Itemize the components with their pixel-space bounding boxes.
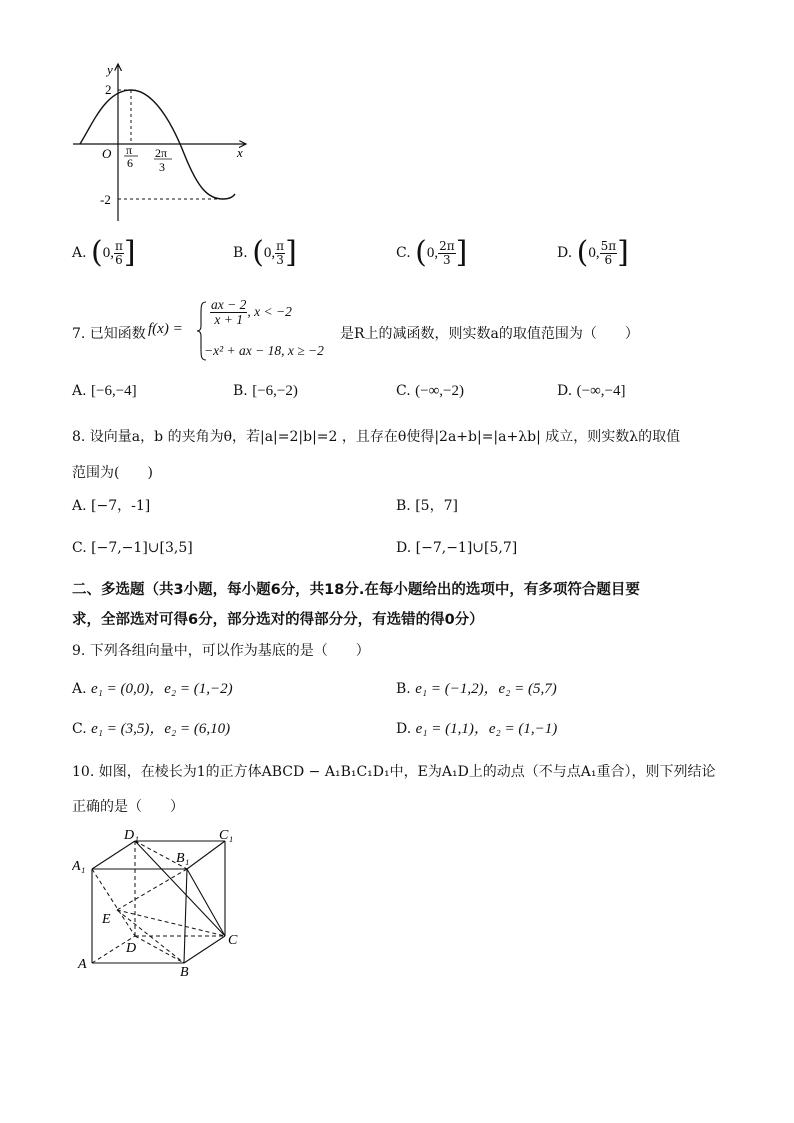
- q8-line1: 8. 设向量a，b 的夹角为θ，若|a|=2|b|=2 ，且存在θ使得|2a+b|=|a+λb| 成立，则实数λ的取值: [72, 429, 681, 445]
- option-left: 0,: [102, 245, 114, 261]
- option-letter: B.: [396, 498, 411, 514]
- label-D: D: [126, 941, 137, 956]
- option-value: [−7，-1]: [91, 498, 151, 514]
- option-value: e₁ = (−1,2)，e₂ = (5,7): [415, 681, 557, 697]
- option-value: (−∞,−2): [415, 383, 464, 399]
- case1-num: ax − 2: [211, 297, 247, 312]
- x-tick2-num: 2π: [155, 146, 168, 160]
- label-C1: C₁: [219, 828, 234, 843]
- q6-option-c[interactable]: C. (0, $\frac{2\pi}{3}$ ]: [396, 235, 468, 270]
- label-B: B: [180, 965, 189, 980]
- label-C: C: [228, 933, 238, 948]
- option-left: 0,: [263, 245, 276, 261]
- x-tick1-num: π: [126, 143, 133, 157]
- q6-option-a[interactable]: A. (0, $\frac{\pi}{6}$ ]: [72, 235, 136, 270]
- frac-den: 6: [604, 252, 613, 267]
- q9-option-a[interactable]: [72, 677, 233, 698]
- y-max-label: 2: [105, 82, 112, 97]
- label-D1: D₁: [124, 828, 139, 843]
- frac-den: 3: [443, 252, 451, 267]
- frac-den: 3: [276, 252, 284, 267]
- option-letter: B.: [233, 245, 248, 261]
- origin-label: O: [102, 146, 112, 161]
- option-letter: D.: [557, 245, 573, 261]
- sine-graph: [68, 58, 258, 223]
- section2-line1: 二、多选题（共3小题，每小题6分，共18分.在每小题给出的选项中，有多项符合题目要: [72, 582, 640, 598]
- q9-option-d[interactable]: [396, 717, 557, 738]
- q7-option-d[interactable]: [557, 383, 626, 400]
- q10-line2: 正确的是（ ）: [72, 799, 184, 815]
- q8-option-b[interactable]: [396, 495, 458, 515]
- option-letter: A.: [72, 383, 87, 399]
- frac-num: π: [114, 238, 123, 253]
- label-A: A: [78, 957, 87, 972]
- option-value: [−7,−1]∪[3,5]: [91, 540, 193, 556]
- x-tick1-den: 6: [127, 156, 133, 170]
- q7-prefix: 7. 已知函数: [72, 326, 146, 342]
- option-value: e₁ = (0,0)，e₂ = (1,−2): [91, 681, 233, 697]
- label-E: E: [102, 912, 111, 927]
- q7-option-c[interactable]: [396, 383, 464, 400]
- option-letter: D.: [396, 721, 412, 737]
- q9-stem: 9. 下列各组向量中，可以作为基底的是（ ）: [72, 643, 370, 659]
- option-letter: A.: [72, 681, 87, 697]
- option-left: 0,: [588, 245, 600, 261]
- frac-den: 6: [115, 252, 123, 267]
- option-letter: D.: [396, 540, 412, 556]
- q7-func: f(x) =: [148, 321, 183, 337]
- frac-num: π: [276, 238, 285, 253]
- y-label: y: [107, 62, 113, 77]
- frac-num: 5π: [600, 238, 617, 253]
- q10-line1: 10. 如图，在棱长为1的正方体ABCD − A₁B₁C₁D₁中，E为A₁D上的动点（不与点A₁重合），则下列结论: [72, 764, 716, 780]
- label-A1: A₁: [72, 859, 86, 874]
- q7-case2: −x² + ax − 18, x ≥ −2: [204, 343, 324, 358]
- option-value: [−6,−4]: [91, 383, 137, 399]
- option-value: [−7,−1]∪[5,7]: [415, 540, 518, 556]
- option-value: [−6,−2): [252, 383, 298, 399]
- case1-cond: , x < −2: [247, 303, 292, 319]
- option-letter: D.: [557, 383, 573, 399]
- option-letter: A.: [72, 245, 87, 261]
- label-B1: B₁: [176, 851, 190, 866]
- option-letter: C.: [72, 540, 87, 556]
- q9-option-b[interactable]: [396, 677, 557, 698]
- q6-option-b[interactable]: B. (0, $\frac{\pi}{3}$ ]: [233, 235, 297, 270]
- option-letter: C.: [396, 245, 411, 261]
- q7-option-b[interactable]: [233, 383, 298, 400]
- frac-num: 2π: [439, 238, 455, 253]
- option-value: (−∞,−4]: [576, 383, 626, 399]
- q9-option-c[interactable]: [72, 717, 230, 738]
- option-letter: B.: [233, 383, 248, 399]
- y-min-label: -2: [100, 192, 111, 207]
- case1-den: x + 1: [214, 312, 243, 328]
- cube-figure: [72, 828, 252, 980]
- option-letter: C.: [396, 383, 411, 399]
- option-letter: B.: [396, 681, 411, 697]
- q7-suffix: 是R上的减函数，则实数a的取值范围为（ ）: [340, 326, 639, 342]
- q8-line2: 范围为( ): [72, 465, 153, 481]
- option-letter: C.: [72, 721, 87, 737]
- q6-option-d[interactable]: D. (0, $\frac{5\pi}{6}$ ]: [557, 235, 629, 270]
- option-left: 0,: [426, 245, 439, 261]
- q7-case1: [210, 298, 292, 327]
- q8-option-d[interactable]: [396, 540, 517, 556]
- q8-option-a[interactable]: [72, 495, 150, 515]
- option-value: [5，7]: [415, 498, 458, 514]
- option-letter: A.: [72, 498, 87, 514]
- q7-option-a[interactable]: [72, 383, 137, 400]
- option-value: e₁ = (1,1)，e₂ = (1,−1): [415, 721, 558, 737]
- x-label: x: [237, 145, 243, 160]
- q8-option-c[interactable]: [72, 540, 193, 556]
- x-tick2-den: 3: [159, 160, 165, 174]
- option-value: e₁ = (3,5)，e₂ = (6,10): [91, 721, 231, 737]
- section2-line2: 求，全部选对可得6分，部分选对的得部分分，有选错的得0分）: [72, 612, 484, 628]
